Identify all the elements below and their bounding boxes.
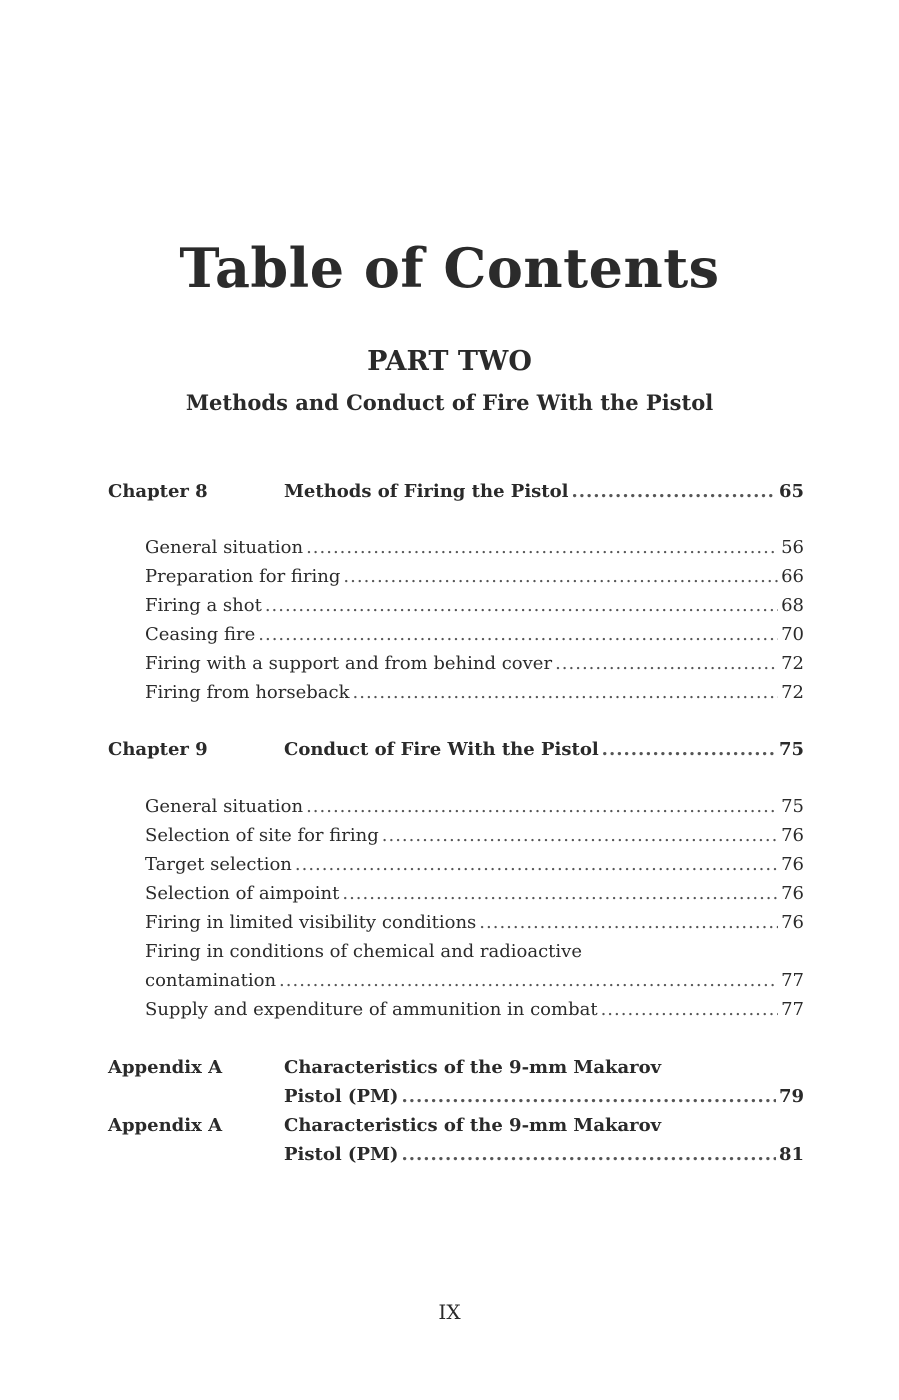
entry-title: Selection of site for firing xyxy=(145,825,379,846)
toc-entry[interactable] xyxy=(145,653,804,674)
entry-page: 75 xyxy=(781,796,804,817)
entry-title: Firing from horseback xyxy=(145,682,350,703)
toc-entry[interactable] xyxy=(145,854,804,875)
appendix-page: 79 xyxy=(778,1086,804,1107)
entry-page: 66 xyxy=(781,566,804,587)
leader-dots xyxy=(401,1144,776,1165)
part-subtitle: Methods and Conduct of Fire With the Pistol xyxy=(185,390,714,415)
leader-dots xyxy=(601,999,779,1020)
entry-title-line1: Firing in conditions of chemical and radioactive xyxy=(145,941,582,962)
leader-dots xyxy=(401,1086,776,1107)
leader-dots xyxy=(342,883,778,904)
toc-entry[interactable] xyxy=(145,566,804,587)
entry-page: 72 xyxy=(781,653,804,674)
entry-page: 56 xyxy=(781,537,804,558)
entry-page: 76 xyxy=(781,854,804,875)
entry-page: 68 xyxy=(781,595,804,616)
entry-page: 77 xyxy=(781,970,804,991)
toc-entry[interactable] xyxy=(145,825,804,846)
leader-dots xyxy=(555,653,778,674)
chapter-9-page: 75 xyxy=(778,739,804,760)
entry-page: 76 xyxy=(781,883,804,904)
leader-dots xyxy=(306,537,778,558)
entry-title: Firing a shot xyxy=(145,595,262,616)
appendix-title-line2: Pistol (PM) xyxy=(284,1086,399,1107)
chapter-8-page: 65 xyxy=(778,481,804,502)
entry-title: General situation xyxy=(145,537,304,558)
entry-page: 76 xyxy=(781,912,804,933)
chapter-9-title: Conduct of Fire With the Pistol xyxy=(284,739,599,760)
page-number: IX xyxy=(438,1300,461,1324)
leader-dots xyxy=(343,566,778,587)
leader-dots xyxy=(258,624,778,645)
appendix-title-line1: Characteristics of the 9-mm Makarov xyxy=(284,1115,662,1136)
leader-dots xyxy=(479,912,778,933)
toc-entry[interactable] xyxy=(145,883,804,904)
appendix-entry[interactable] xyxy=(284,1086,804,1107)
leader-dots xyxy=(571,481,775,502)
entry-title: Target selection xyxy=(145,854,292,875)
entry-title: Supply and expenditure of ammunition in combat xyxy=(145,999,598,1020)
chapter-8-entry[interactable] xyxy=(284,481,804,502)
page-title: Table of Contents xyxy=(179,236,720,300)
entry-title: Firing in limited visibility conditions xyxy=(145,912,477,933)
chapter-8-label: Chapter 8 xyxy=(108,481,208,502)
entry-page: 70 xyxy=(781,624,804,645)
leader-dots xyxy=(265,595,778,616)
entry-title-line2: contamination xyxy=(145,970,277,991)
appendix-label: Appendix A xyxy=(108,1057,223,1078)
entry-page: 77 xyxy=(781,999,804,1020)
leader-dots xyxy=(306,796,778,817)
leader-dots xyxy=(382,825,778,846)
toc-entry[interactable] xyxy=(145,912,804,933)
appendix-label: Appendix A xyxy=(108,1115,223,1136)
appendix-title-line1: Characteristics of the 9-mm Makarov xyxy=(284,1057,662,1078)
entry-page: 76 xyxy=(781,825,804,846)
toc-entry[interactable] xyxy=(145,682,804,703)
entry-title: Firing with a support and from behind cover xyxy=(145,653,553,674)
chapter-9-entry[interactable] xyxy=(284,739,804,760)
toc-entry[interactable] xyxy=(145,537,804,558)
appendix-page: 81 xyxy=(778,1144,804,1165)
entry-title: General situation xyxy=(145,796,304,817)
toc-entry[interactable] xyxy=(145,796,804,817)
entry-title: Ceasing fire xyxy=(145,624,256,645)
leader-dots xyxy=(279,970,778,991)
chapter-8-title: Methods of Firing the Pistol xyxy=(284,481,569,502)
appendix-entry[interactable] xyxy=(284,1144,804,1165)
leader-dots xyxy=(295,854,778,875)
toc-entry[interactable] xyxy=(145,999,804,1020)
leader-dots xyxy=(602,739,776,760)
entry-title: Selection of aimpoint xyxy=(145,883,340,904)
part-heading: PART TWO xyxy=(367,346,532,377)
toc-entry[interactable] xyxy=(145,595,804,616)
entry-title: Preparation for firing xyxy=(145,566,341,587)
toc-entry[interactable] xyxy=(145,624,804,645)
appendix-title-line2: Pistol (PM) xyxy=(284,1144,399,1165)
chapter-9-label: Chapter 9 xyxy=(108,739,208,760)
leader-dots xyxy=(353,682,779,703)
toc-entry[interactable] xyxy=(145,970,804,991)
entry-page: 72 xyxy=(781,682,804,703)
